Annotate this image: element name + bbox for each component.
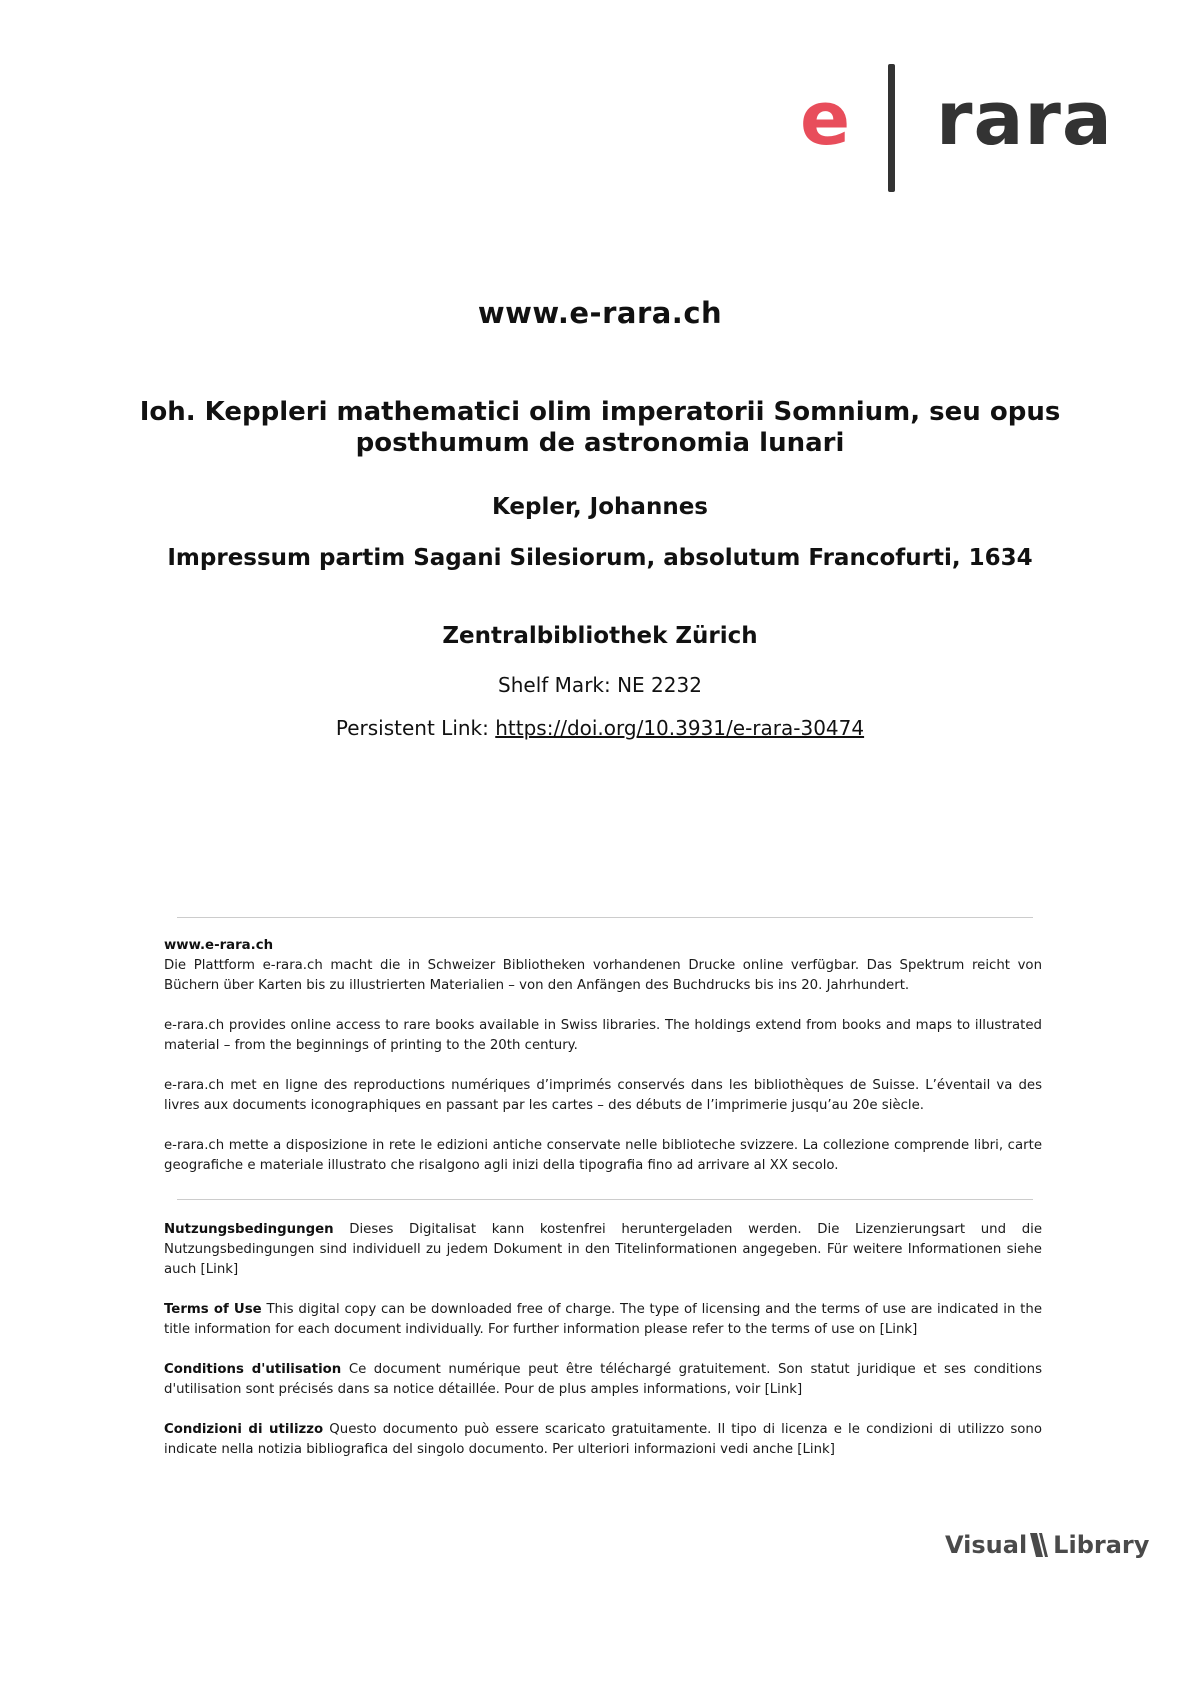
book-title: Ioh. Keppleri mathematici olim imperatorii Somnium, seu opus posthumum de astronomia lunari (139, 397, 1061, 458)
info-heading[interactable]: www.e-rara.ch (164, 938, 274, 953)
persistent-link-label: Persistent Link: (335, 716, 489, 740)
terms-it (164, 1420, 1042, 1460)
logo-rara: rara (936, 76, 1113, 162)
terms-fr (164, 1360, 1042, 1400)
holding-library: Zentralbibliothek Zürich (442, 623, 758, 649)
visual-library-mark-icon (1029, 1532, 1051, 1558)
divider-top (177, 917, 1033, 918)
info-de-text: Die Plattform e-rara.ch macht die in Schweizer Bibliotheken vorhandenen Drucke online verfügbar. Das Spektrum reicht von Büchern über Karten bis zu illustrierten Materialien – von den Anfängen des Buchdrucks bis ins 20. Jahrhundert. (164, 958, 1042, 993)
terms-it-text: Questo documento può essere scaricato gratuitamente. Il tipo di licenza e le condizioni di utilizzo sono indicate nella notizia bibliografica del singolo documento. Per ulteriori informazioni vedi anche [Link] (164, 1422, 1042, 1457)
info-it: e-rara.ch mette a disposizione in rete le edizioni antiche conservate nelle biblioteche svizzere. La collezione comprende libri, carte geografiche e materiale illustrato che risalgono agli inizi della tipografia fino ad arrivare al XX secolo. (164, 1138, 1042, 1173)
terms-en-text: This digital copy can be downloaded free of charge. The type of licensing and the terms of use are indicated in the title information for each document individually. For further information please refer to the terms of use on [Link] (164, 1302, 1043, 1337)
terms-de (164, 1220, 1042, 1280)
terms-de-text: Dieses Digitalisat kann kostenfrei heruntergeladen werden. Die Lizenzierungsart und die Nutzungsbedingungen sind individuell zu jedem Dokument in den Titelinformationen angegeben. Für weitere Informationen siehe auch [Link] (164, 1222, 1043, 1277)
info-en: e-rara.ch provides online access to rare books available in Swiss libraries. The holdings extend from books and maps to illustrated material – from the beginnings of printing to the 20th century. (164, 1018, 1042, 1053)
visual-library-left: Visual (945, 1531, 1028, 1559)
divider-bottom (177, 1199, 1033, 1200)
persistent-link[interactable]: https://doi.org/10.3931/e-rara-30474 (495, 716, 865, 740)
terms-en (164, 1300, 1042, 1340)
info-fr: e-rara.ch met en ligne des reproductions numériques d’imprimés conservés dans les bibliothèques de Suisse. L’éventail va des livres aux documents iconographiques en passant par les cartes – des débuts de l’imprimerie jusqu’au 20e siècle. (164, 1078, 1042, 1113)
author: Kepler, Johannes (492, 494, 708, 520)
site-url[interactable]: www.e-rara.ch (477, 296, 723, 330)
visual-library-right: Library (1053, 1531, 1150, 1559)
persistent-link-line (0, 716, 1200, 740)
terms-en-label: Terms of Use (164, 1302, 262, 1317)
terms-it-label: Condizioni di utilizzo (164, 1422, 324, 1437)
logo-e: e (800, 76, 849, 162)
logo-divider (888, 64, 895, 192)
terms-fr-label: Conditions d'utilisation (164, 1362, 342, 1377)
info-de (164, 936, 1042, 996)
terms-fr-text: Ce document numérique peut être téléchargé gratuitement. Son statut juridique et ses conditions d'utilisation sont précisés dans sa notice détaillée. Pour de plus amples informations, voir [Link] (164, 1362, 1043, 1397)
e-rara-logo (800, 60, 1140, 195)
shelf-mark: Shelf Mark: NE 2232 (498, 673, 702, 697)
imprint: Impressum partim Sagani Silesiorum, absolutum Francofurti, 1634 (167, 545, 1033, 571)
visual-library-logo (945, 1530, 1150, 1564)
terms-de-label: Nutzungsbedingungen (164, 1222, 334, 1237)
